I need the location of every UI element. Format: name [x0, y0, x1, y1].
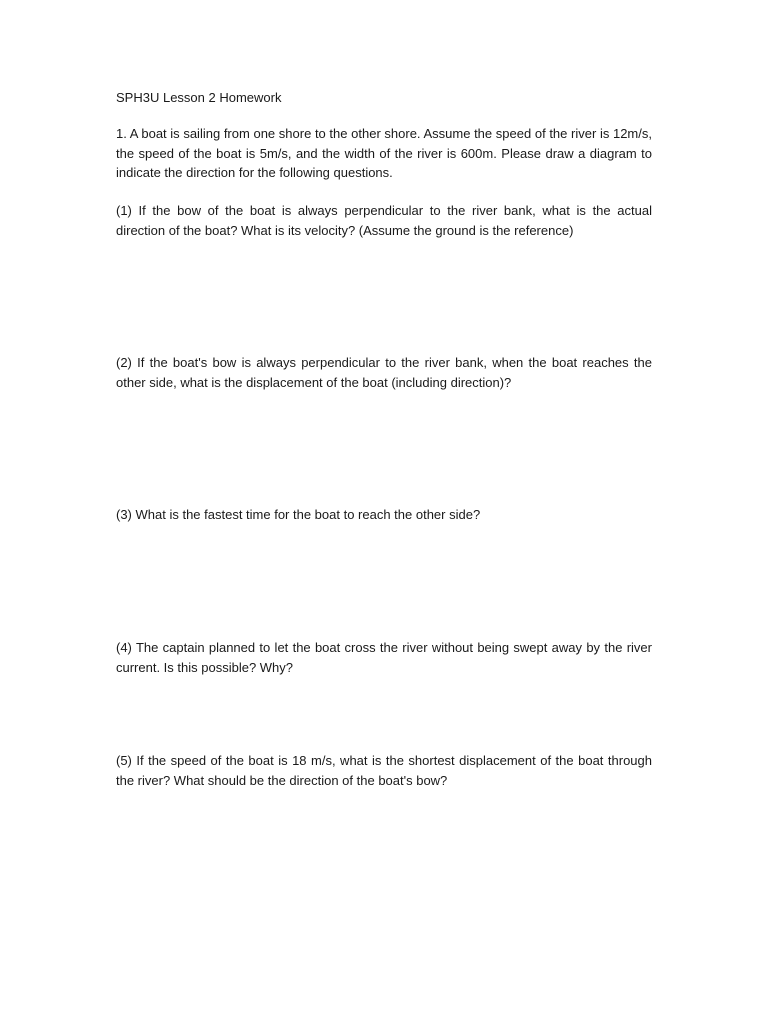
question-part-1: (1) If the bow of the boat is always perpendicular to the river bank, what is the actual direction of the boat? What is its velocity? (Assume the ground is the reference)	[116, 203, 652, 238]
question-part-5: (5) If the speed of the boat is 18 m/s, what is the shortest displacement of the boat through the river? What should be the direction of the boat's bow?	[116, 753, 652, 788]
document-title: SPH3U Lesson 2 Homework	[116, 90, 282, 105]
question-1-intro: 1. A boat is sailing from one shore to the other shore. Assume the speed of the river is 12m/s, the speed of the boat is 5m/s, and the width of the river is 600m. Please draw a diagram to indicate the direction for the following questions.	[116, 126, 652, 180]
question-part-3: (3) What is the fastest time for the boat to reach the other side?	[116, 507, 481, 522]
question-part-4: (4) The captain planned to let the boat cross the river without being swept away by the river current. Is this possible? Why?	[116, 640, 652, 675]
question-part-2: (2) If the boat's bow is always perpendicular to the river bank, when the boat reaches the other side, what is the displacement of the boat (including direction)?	[116, 355, 652, 390]
